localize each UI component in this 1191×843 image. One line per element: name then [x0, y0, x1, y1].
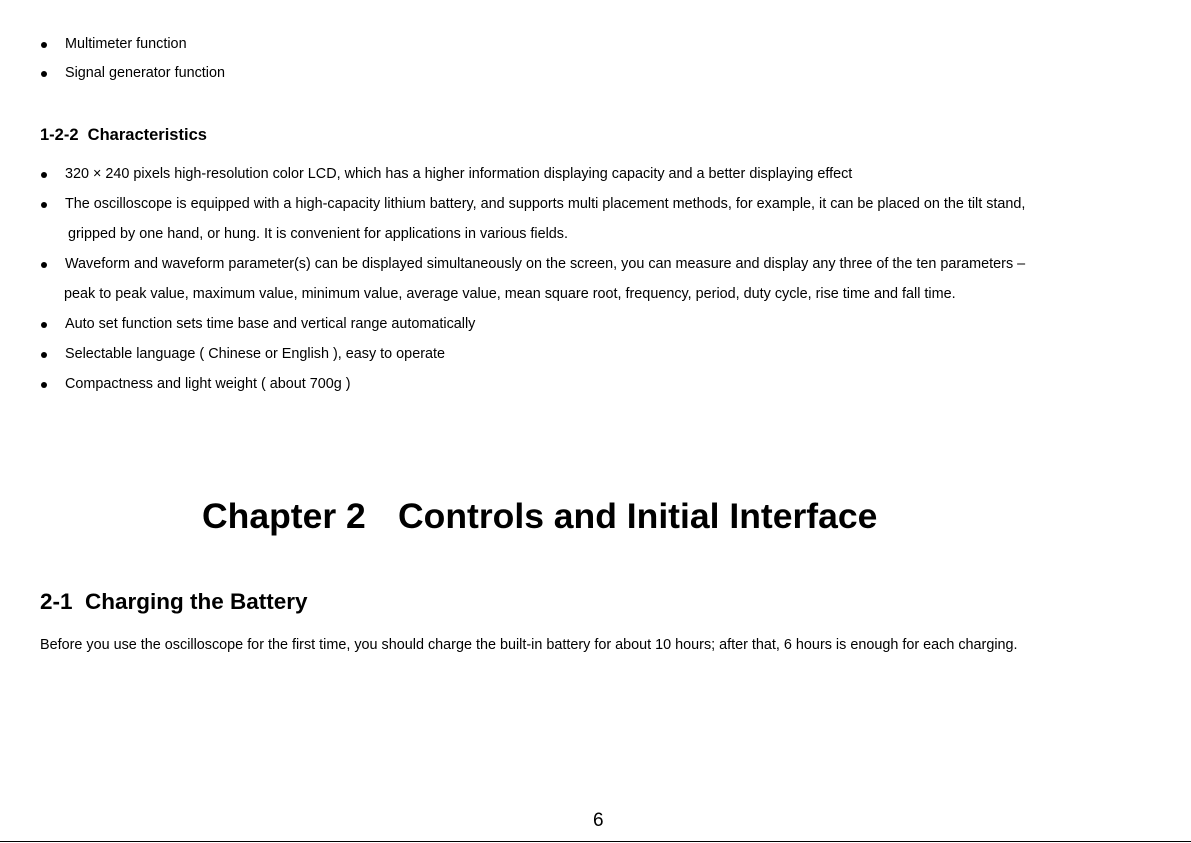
section-heading-characteristics: 1-2-2 Characteristics — [40, 126, 207, 144]
list-item: Waveform and waveform parameter(s) can be displayed simultaneously on the screen, you can measure and display any three of the ten parameters – — [65, 256, 1026, 272]
footer-divider — [0, 841, 1191, 842]
bullet-icon — [41, 172, 47, 178]
bullet-icon — [41, 382, 47, 388]
bullet-icon — [41, 71, 47, 77]
bullet-icon — [41, 322, 47, 328]
list-item: The oscilloscope is equipped with a high-capacity lithium battery, and supports multi placement methods, for example, it can be placed on the tilt stand, — [65, 196, 1026, 212]
bullet-icon — [41, 352, 47, 358]
list-item: Signal generator function — [65, 65, 226, 81]
list-item-continuation: gripped by one hand, or hung. It is convenient for applications in various fields. — [68, 226, 568, 242]
list-item: Auto set function sets time base and vertical range automatically — [65, 316, 476, 332]
bullet-icon — [41, 202, 47, 208]
list-item: 320 × 240 pixels high-resolution color LCD, which has a higher information displaying capacity and a better displaying effect — [65, 166, 853, 182]
list-item: Compactness and light weight ( about 700g ) — [65, 376, 351, 392]
chapter-title: Controls and Initial Interface — [398, 496, 878, 536]
bullet-icon — [41, 42, 47, 48]
list-item: Selectable language ( Chinese or English ), easy to operate — [65, 346, 445, 362]
chapter-number: Chapter 2 — [202, 496, 366, 536]
page-number: 6 — [593, 810, 604, 831]
paragraph: Before you use the oscilloscope for the first time, you should charge the built-in battery for about 10 hours; after that, 6 hours is enough for each charging. — [40, 637, 1018, 653]
list-item: Multimeter function — [65, 36, 187, 52]
bullet-icon — [41, 262, 47, 268]
section-heading-charging: 2-1 Charging the Battery — [40, 589, 308, 614]
list-item-continuation: peak to peak value, maximum value, minimum value, average value, mean square root, frequency, period, duty cycle, rise time and fall time. — [64, 286, 956, 302]
